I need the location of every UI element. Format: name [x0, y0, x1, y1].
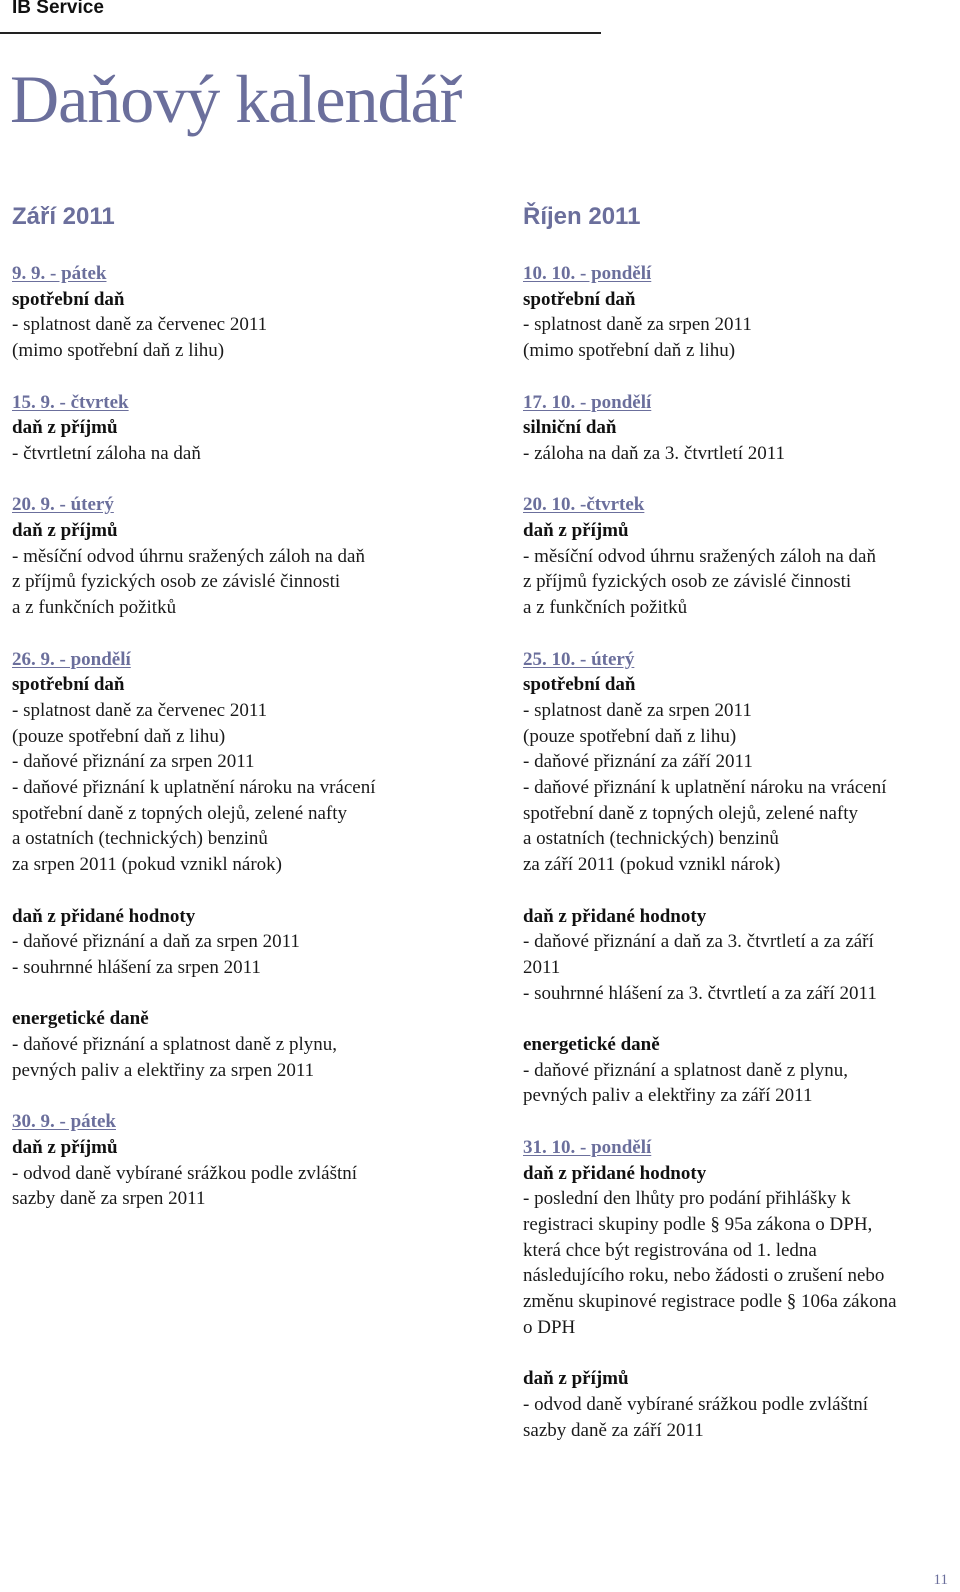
- spacer: [12, 1083, 452, 1109]
- entry-text: - souhrnné hlášení za 3. čtvrtletí a za září 2011: [523, 982, 877, 1004]
- tax-category: daň z příjmů: [523, 520, 629, 541]
- entry-date: 31. 10. - pondělí: [523, 1136, 652, 1158]
- entry-text: - daňové přiznání za září 2011: [523, 751, 753, 773]
- entry-text: a ostatních (technických) benzinů: [12, 828, 268, 850]
- entry-text: - splatnost daně za srpen 2011: [523, 314, 752, 336]
- spacer: [523, 1006, 960, 1032]
- tax-category: daň z příjmů: [12, 1136, 118, 1158]
- month-heading: Září 2011: [12, 203, 115, 230]
- entry-text: - poslední den lhůty pro podání přihlášky k: [523, 1188, 851, 1210]
- spacer: [523, 621, 960, 647]
- entry-text: 2011: [523, 956, 561, 978]
- entry-text: - daňové přiznání a splatnost daně z plynu,: [12, 1034, 338, 1056]
- tax-category: daň z přidané hodnoty: [12, 905, 196, 927]
- spacer: [12, 467, 452, 493]
- entry-date: 15. 9. - čtvrtek: [12, 391, 129, 413]
- tax-category: silniční daň: [523, 417, 617, 439]
- entry-date: 10. 10. - pondělí: [523, 263, 652, 284]
- september-column: [12, 203, 452, 1212]
- header-divider: [0, 32, 601, 34]
- page-title: Daňový kalendář: [10, 61, 462, 137]
- tax-category: spotřební daň: [523, 288, 636, 310]
- entry-date: 17. 10. - pondělí: [523, 391, 652, 413]
- entry-date: 20. 9. - úterý: [12, 494, 114, 516]
- entry-text: - daňové přiznání a daň za 3. čtvrtletí a za září: [523, 931, 874, 953]
- tax-category: daň z přidané hodnoty: [523, 1162, 707, 1184]
- entry-text: (pouze spotřební daň z lihu): [523, 725, 737, 747]
- entry-text: a z funkčních požitků: [523, 597, 688, 619]
- entry-text: pevných paliv a elektřiny za září 2011: [523, 1085, 813, 1107]
- tax-category: spotřební daň: [12, 674, 125, 696]
- entry-date: 25. 10. - úterý: [523, 648, 635, 670]
- entry-text: - daňové přiznání k uplatnění nároku na vrácení: [523, 777, 887, 799]
- entry-text: - splatnost daně za červenec 2011: [12, 314, 268, 336]
- spacer: [523, 364, 960, 390]
- entry-text: - souhrnné hlášení za srpen 2011: [12, 956, 261, 978]
- entry-text: spotřební daně z topných olejů, zelené nafty: [523, 802, 859, 824]
- entry-text: - splatnost daně za srpen 2011: [523, 699, 752, 721]
- tax-category: daň z příjmů: [523, 1368, 629, 1390]
- entry-text: z příjmů fyzických osob ze závislé činnosti: [523, 571, 852, 593]
- entry-text: - odvod daně vybírané srážkou podle zvláštní: [12, 1162, 358, 1184]
- entry-text: (pouze spotřební daň z lihu): [12, 725, 226, 747]
- spacer: [12, 878, 452, 904]
- spacer: [12, 364, 452, 390]
- entry-text: která chce být registrována od 1. ledna: [523, 1239, 817, 1261]
- entry-text: registraci skupiny podle § 95a zákona o DPH,: [523, 1213, 873, 1235]
- calendar-entries: [523, 261, 960, 1443]
- tax-category: energetické daně: [523, 1034, 660, 1056]
- october-column: [523, 203, 960, 1443]
- tax-category: daň z příjmů: [12, 520, 118, 541]
- entry-date: 9. 9. - pátek: [12, 263, 107, 284]
- entry-text: sazby daně za srpen 2011: [12, 1188, 206, 1210]
- entry-text: následujícího roku, nebo žádosti o zrušení nebo: [523, 1265, 885, 1287]
- tax-category: energetické daně: [12, 1008, 149, 1030]
- page-number: 11: [933, 1572, 948, 1588]
- entry-text: - daňové přiznání za srpen 2011: [12, 751, 255, 773]
- spacer: [523, 878, 960, 904]
- entry-text: - čtvrtletní záloha na daň: [12, 442, 201, 464]
- entry-text: o DPH: [523, 1316, 576, 1338]
- entry-text: a z funkčních požitků: [12, 597, 177, 619]
- tax-category: spotřební daň: [523, 674, 636, 696]
- entry-text: spotřební daně z topných olejů, zelené nafty: [12, 802, 348, 824]
- entry-text: - daňové přiznání a daň za srpen 2011: [12, 931, 300, 953]
- entry-text: sazby daně za září 2011: [523, 1419, 704, 1441]
- spacer: [523, 1340, 960, 1366]
- entry-text: (mimo spotřební daň z lihu): [12, 340, 225, 362]
- entry-date: 26. 9. - pondělí: [12, 648, 131, 670]
- tax-category: spotřební daň: [12, 288, 125, 310]
- entry-text: - záloha na daň za 3. čtvrtletí 2011: [523, 442, 786, 464]
- tax-category: daň z přidané hodnoty: [523, 905, 707, 927]
- entry-text: (mimo spotřební daň z lihu): [523, 340, 736, 362]
- entry-text: z příjmů fyzických osob ze závislé činnosti: [12, 571, 341, 593]
- entry-text: změnu skupinové registrace podle § 106a zákona: [523, 1291, 897, 1313]
- spacer: [523, 1109, 960, 1135]
- entry-text: - daňové přiznání a splatnost daně z plynu,: [523, 1059, 849, 1081]
- spacer: [12, 621, 452, 647]
- entry-text: za září 2011 (pokud vznikl nárok): [523, 854, 781, 876]
- tax-category: daň z příjmů: [12, 417, 118, 439]
- entry-text: a ostatních (technických) benzinů: [523, 828, 779, 850]
- spacer: [12, 981, 452, 1007]
- calendar-entries: [12, 261, 452, 1212]
- header-brand: IB Service: [12, 0, 104, 18]
- entry-text: pevných paliv a elektřiny za srpen 2011: [12, 1059, 315, 1081]
- entry-text: - splatnost daně za červenec 2011: [12, 699, 268, 721]
- entry-text: za srpen 2011 (pokud vznikl nárok): [12, 854, 282, 876]
- entry-text: - měsíční odvod úhrnu sražených záloh na daň: [12, 545, 365, 567]
- spacer: [523, 467, 960, 493]
- entry-text: - daňové přiznání k uplatnění nároku na vrácení: [12, 777, 376, 799]
- month-heading: Říjen 2011: [523, 203, 641, 230]
- entry-text: - měsíční odvod úhrnu sražených záloh na daň: [523, 545, 876, 567]
- entry-date: 20. 10. -čtvrtek: [523, 494, 645, 516]
- entry-text: - odvod daně vybírané srážkou podle zvláštní: [523, 1393, 869, 1415]
- entry-date: 30. 9. - pátek: [12, 1111, 116, 1133]
